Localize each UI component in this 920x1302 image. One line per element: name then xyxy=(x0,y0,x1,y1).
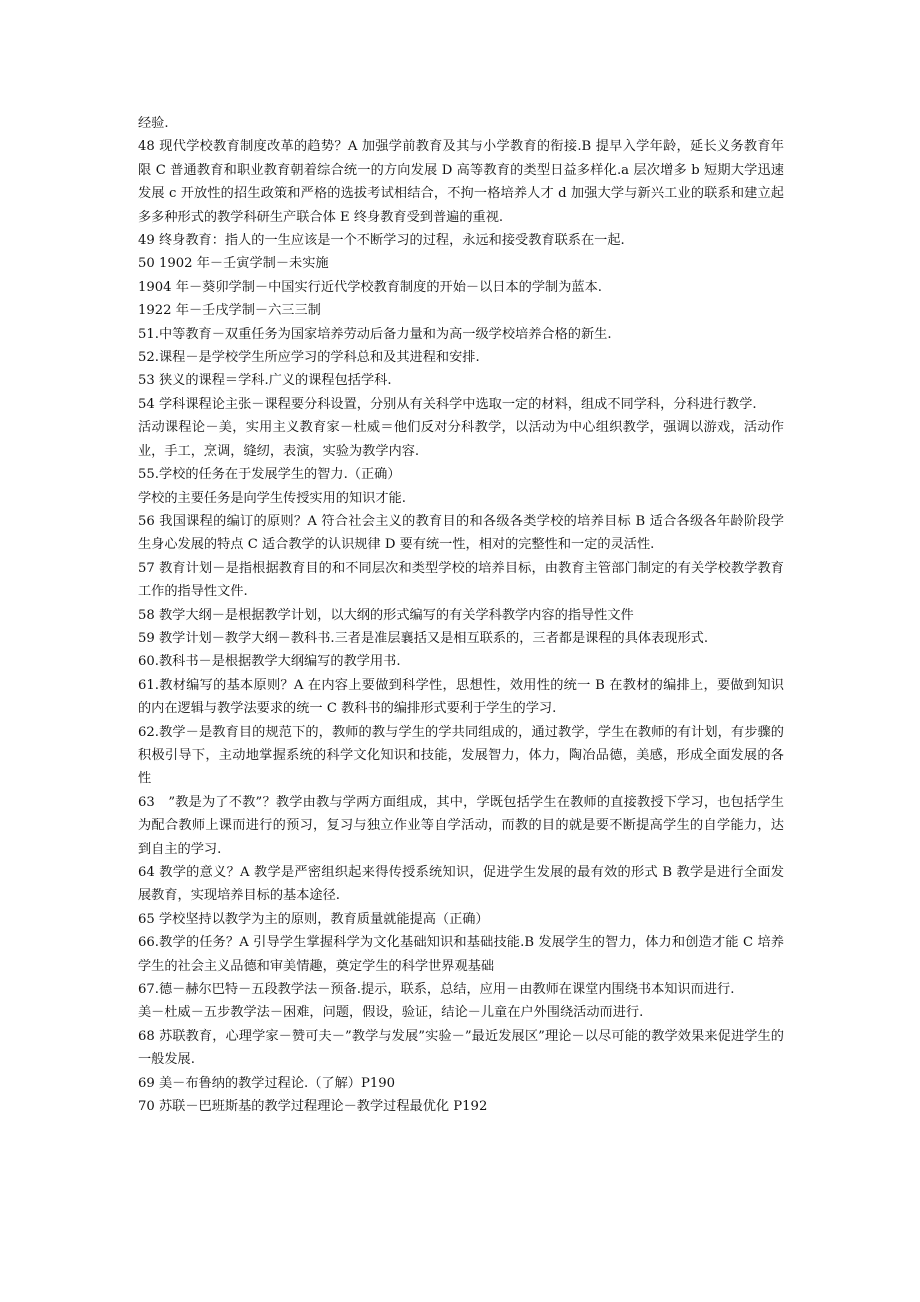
paragraph: 59 教学计划－教学大纲－教科书.三者是准层襄括又是相互联系的，三者都是课程的具体表现形式. xyxy=(138,630,709,646)
paragraph: 68 苏联教育，心理学家－赞可夫－”教学与发展”实验－”最近发展区”理论－以尽可能的教学效果来促进学生的一般发展. xyxy=(138,1028,784,1068)
paragraph: 1904 年－葵卯学制－中国实行近代学校教育制度的开始－以日本的学制为蓝本. xyxy=(138,279,602,295)
paragraph: 67.德－赫尔巴特－五段教学法－预备.提示，联系，总结，应用－由教师在课堂内围绕书本知识而进行. xyxy=(138,982,735,998)
paragraph: 1922 年－壬戌学制－六三三制 xyxy=(138,303,321,319)
paragraph: 70 苏联－巴班斯基的教学过程理论－教学过程最优化 P192 xyxy=(138,1099,488,1115)
paragraph: 48 现代学校教育制度改革的趋势？A 加强学前教育及其与小学教育的衔接.B 提早入学年龄，延长义务教育年限 C 普通教育和职业教育朝着综合统一的方向发展 D 高等教育的类型日益多样化.a 层次增多 b 短期大学迅速发展 c 开放性的招生政策和严格的选拔考试相结合，不拘一格培养人才 d 加强大学与新兴工业的联系和建立起多多种形式的教学科研生产联合体 E 终身教育受到普遍的重视. xyxy=(138,139,784,225)
paragraph: 69 美－布鲁纳的教学过程论.（了解）P190 xyxy=(138,1075,396,1091)
paragraph: 52.课程－是学校学生所应学习的学科总和及其进程和安排. xyxy=(138,350,480,366)
paragraph: 美－杜威－五步教学法－困难，问题，假设，验证，结论－儿童在户外围绕活动而进行. xyxy=(138,1005,644,1021)
document-page xyxy=(138,112,784,1118)
paragraph: 66.教学的任务？A 引导学生掌握科学为文化基础知识和基础技能.B 发展学生的智力，体力和创造才能 C 培养学生的社会主义品德和审美情趣，奠定学生的科学世界观基础 xyxy=(138,935,784,974)
paragraph: 54 学科课程论主张－课程要分科设置，分别从有关科学中选取一定的材料，组成不同学科，分科进行教学. xyxy=(138,396,757,412)
paragraph: 61.教材编写的基本原则？A 在内容上要做到科学性，思想性，效用性的统一 B 在教材的编排上，要做到知识的内在逻辑与教学法要求的统一 C 教科书的编排形式要利于学生的学习. xyxy=(138,677,784,717)
paragraph: 49 终身教育：指人的一生应该是一个不断学习的过程，永远和接受教育联系在一起. xyxy=(138,233,625,249)
paragraph: 56 我国课程的编订的原则？A 符合社会主义的教育目的和各级各类学校的培养目标 B 适合各级各年龄阶段学生身心发展的特点 C 适合教学的认识规律 D 要有统一性，相对的完整性和一定的灵活性. xyxy=(138,513,784,553)
paragraph: 经验. xyxy=(138,116,169,131)
paragraph: 65 学校坚持以教学为主的原则，教育质量就能提高（正确） xyxy=(138,911,489,927)
paragraph: 64 教学的意义？A 教学是严密组织起来得传授系统知识，促进学生发展的最有效的形式 B 教学是进行全面发展教育，实现培养目标的基本途径. xyxy=(138,865,784,904)
paragraph: 51.中等教育－双重任务为国家培养劳动后备力量和为高一级学校培养合格的新生. xyxy=(138,326,612,342)
paragraph: 57 教育计划－是指根据教育目的和不同层次和类型学校的培养目标，由教育主管部门制定的有关学校教学教育工作的指导性文件. xyxy=(138,560,784,600)
paragraph: 55.学校的任务在于发展学生的智力.（正确） xyxy=(138,467,401,483)
paragraph: 58 教学大纲－是根据教学计划，以大纲的形式编写的有关学科教学内容的指导性文件 xyxy=(138,607,634,623)
paragraph: 62.教学－是教育目的规范下的，教师的教与学生的学共同组成的，通过教学，学生在教师的有计划，有步骤的积极引导下，主动地掌握系统的科学文化知识和技能，发展智力，体力，陶冶品德，美感，形成全面发展的各性 xyxy=(138,724,784,787)
paragraph: 63 ”教是为了不教”？教学由教与学两方面组成，其中，学既包括学生在教师的直接教授下学习，也包括学生为配合教师上课而进行的预习，复习与独立作业等自学活动，而教的目的就是要不断提高学生的自学能力，达到自主的学习. xyxy=(138,794,784,857)
paragraph: 60.教科书－是根据教学大纲编写的教学用书. xyxy=(138,654,401,670)
paragraph: 学校的主要任务是向学生传授实用的知识才能. xyxy=(138,490,406,506)
paragraph: 50 1902 年－壬寅学制－未实施 xyxy=(138,256,329,272)
paragraph: 53 狭义的课程＝学科.广义的课程包括学科. xyxy=(138,373,392,389)
paragraph: 活动课程论－美，实用主义教育家－杜威＝他们反对分科教学，以活动为中心组织教学，强调以游戏，活动作业，手工，烹调，缝纫，表演，实验为教学内容. xyxy=(138,420,784,459)
